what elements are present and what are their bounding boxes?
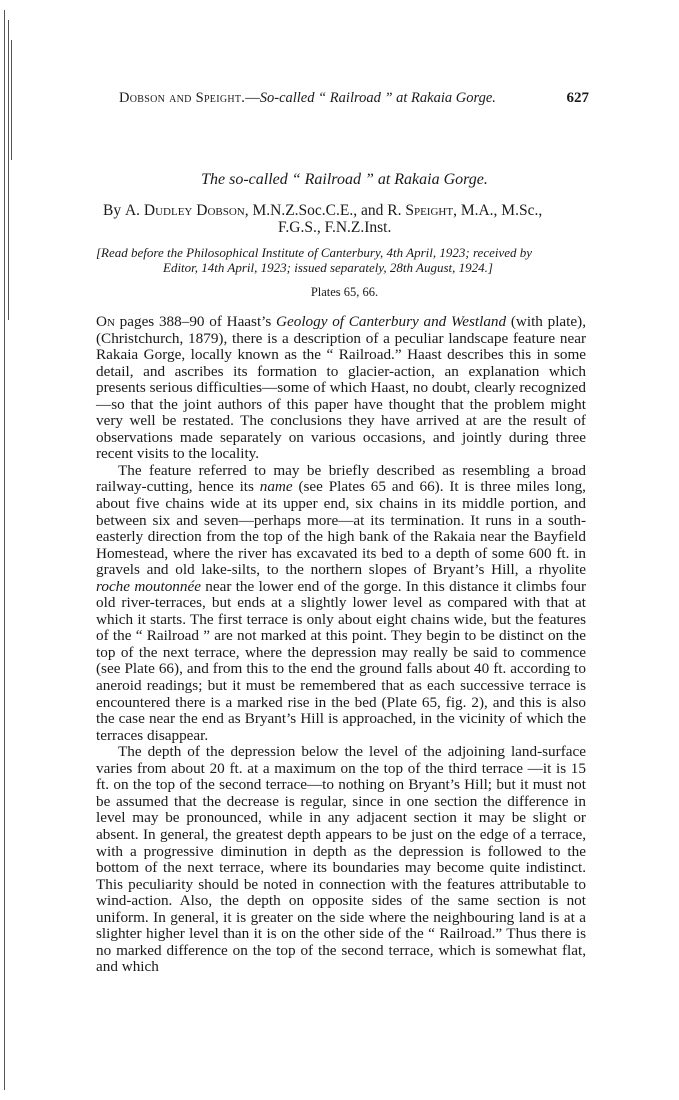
author-by: By bbox=[103, 202, 122, 219]
article-body bbox=[96, 314, 586, 976]
running-head-dash: — bbox=[245, 90, 260, 106]
paragraph-2-text-b: (see Plates 65 and 66). It is three miles long, about five chains wide at its upper end, six chains in its middle portion, and between six and seven—perhaps more—at its termination. It runs in a south-easterly direction from the top of the high bank of the Rakaia near the Bayfield Homestead, where the river has excavated its bed to a depth of some 600 ft. in gravels and old lake-silts, to the northern slopes of Bryant’s Hill, a rhyolite bbox=[96, 478, 586, 579]
paragraph-2-italic-name: name bbox=[259, 478, 293, 496]
running-head-authors: Dobson and Speight. bbox=[119, 90, 246, 106]
author-1-credentials: , M.N.Z.Soc.C.E., and bbox=[244, 202, 388, 219]
paragraph-1 bbox=[96, 314, 586, 463]
author-line-1 bbox=[103, 202, 603, 219]
author-line bbox=[103, 202, 603, 236]
author-1-name: A. Dudley Dobson bbox=[124, 202, 245, 219]
running-head-text bbox=[119, 90, 496, 107]
publication-note-line-1: [Read before the Philosophical Institute of Canterbury, 4th April, 1923; received by bbox=[96, 245, 533, 260]
plates-reference: Plates 65, 66. bbox=[310, 285, 379, 299]
page-number: 627 bbox=[566, 90, 589, 106]
paragraph-3: The depth of the depression below the level of the adjoining land-surface varies from about 20 ft. at a maximum on the top of the third terrace —it is 15 ft. on the top of the second terrace—to nothing on Bryant’s Hill; but it must not be assumed that the decrease is regular, since in one section the difference in level may be pronounced, while in any adjacent section it may be slight or absent. In general, the greatest depth appears to be just on the edge of a terrace, with a progressive diminution in depth as the depression is followed to the bottom of the next terrace, where its boundaries may become quite indistinct. This peculiarity should be noted in connection with the features attributable to wind-action. Also, the depth on opposite sides of the same section is not uniform. In general, it is greater on the side where the neighbouring land is at a slighter higher level than it is on the other side of the “ Railroad.” Thus there is no marked difference on the top of the second terrace, which is somewhat flat, and which bbox=[96, 743, 586, 976]
article-title: The so-called “ Railroad ” at Rakaia Gorge. bbox=[201, 171, 488, 188]
paragraph-2-text-c: near the lower end of the gorge. In this distance it climbs four old river-terraces, but ends at a slightly lower level as compared with that at which it starts. The first terrace is only about eight chains wide, but the features of the “ Railroad ” are not marked at this point. They begin to be distinct on the top of the next terrace, where the depression may really be said to commence (see Plate 66), and from this to the end the ground falls about 40 ft. according to aneroid readings; but it must be remembered that as each successive terrace is encountered there is a marked rise in the bed (Plate 65, fig. 2), and this is also the case near the end as Bryant’s Hill is approached, in the vicinity of which the terraces disappear. bbox=[96, 577, 586, 744]
page-binding-edge bbox=[0, 0, 22, 1100]
paragraph-1-text-a: pages 388–90 of Haast’s bbox=[114, 313, 277, 330]
running-head bbox=[119, 90, 589, 107]
paragraph-2-italic-roche: roche moutonnée bbox=[96, 577, 201, 595]
book-title: Geology of Canterbury and Westland bbox=[276, 313, 507, 330]
paragraph-1-text-b: (with plate), (Christchurch, 1879), there is a description of a peculiar landscape feature near Rakaia Gorge, locally known as the “ Railroad.” Haast describes this in some detail, and ascribes its formation to glacier-action, an explanation which presents serious difficulties—some of which Haast, no doubt, clearly recognized—so that the joint authors of this paper have thought that the problem might very well be restated. The conclusions they have arrived at are the result of observations made separately on various occasions, and jointly during three recent visits to the locality. bbox=[96, 313, 586, 463]
paragraph-1-lead: On bbox=[96, 313, 115, 330]
paragraph-2-text-a: The feature referred to may be briefly described as resembling a broad railway-cutting, hence its bbox=[96, 461, 586, 496]
author-2-credentials-line-2: F.G.S., F.N.Z.Inst. bbox=[278, 219, 392, 236]
paragraph-2 bbox=[96, 463, 586, 744]
author-2-credentials: , M.A., M.Sc., bbox=[453, 202, 543, 219]
running-head-title: So-called “ Railroad ” at Rakaia Gorge. bbox=[259, 90, 496, 106]
publication-note-line-2: Editor, 14th April, 1923; issued separately, 28th August, 1924.] bbox=[163, 260, 493, 275]
author-2-name: R. Speight bbox=[387, 202, 454, 219]
publication-note bbox=[96, 245, 596, 275]
